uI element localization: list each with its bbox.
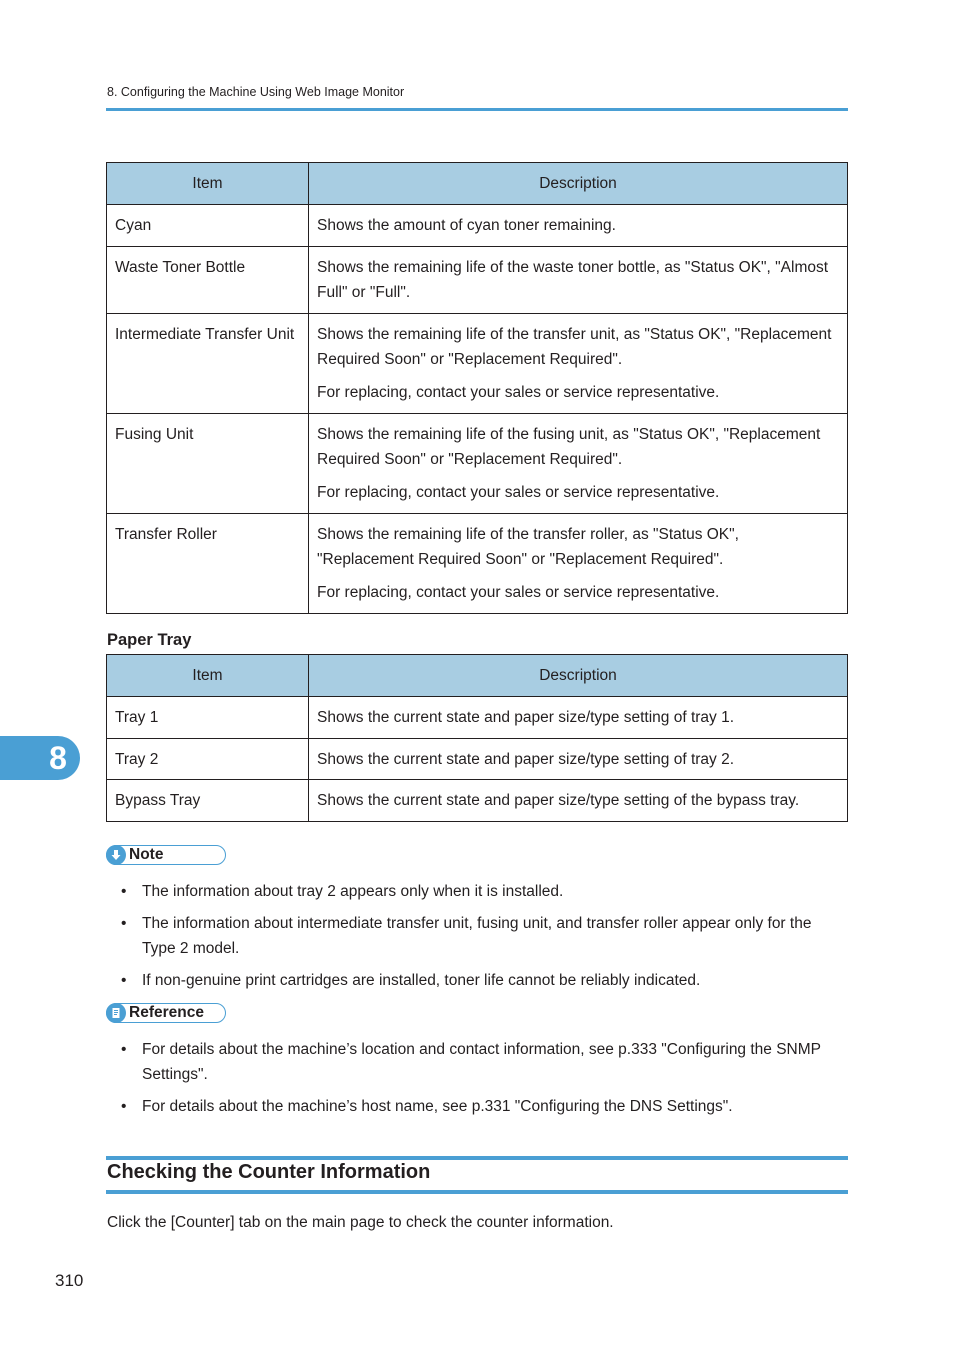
description-cell: Shows the current state and paper size/type setting of the bypass tray. — [309, 780, 848, 822]
description-text: Shows the remaining life of the transfer roller, as "Status OK", "Replacement Required Soon" or "Replacement Required". — [317, 526, 739, 568]
page-number: 310 — [55, 1271, 84, 1290]
description-cell — [309, 414, 848, 514]
note-list — [118, 879, 840, 1000]
description-cell: Shows the current state and paper size/type setting of tray 1. — [309, 697, 848, 739]
description-text: Shows the remaining life of the transfer unit, as "Status OK", "Replacement Required Soon" or "Replacement Required". — [317, 326, 832, 368]
down-arrow-icon — [106, 845, 126, 865]
column-header-item: Item — [107, 655, 309, 697]
note-callout — [106, 845, 226, 865]
item-cell: Waste Toner Bottle — [107, 247, 309, 314]
description-note: For replacing, contact your sales or service representative. — [317, 384, 720, 401]
header-rule — [106, 108, 848, 111]
table-header-row — [107, 655, 848, 697]
description-note: For replacing, contact your sales or service representative. — [317, 584, 720, 601]
item-cell: Tray 2 — [107, 739, 309, 780]
section-title: Checking the Counter Information — [107, 1161, 431, 1183]
description-text: Shows the amount of cyan toner remaining. — [317, 217, 616, 234]
description-text: Shows the remaining life of the fusing unit, as "Status OK", "Replacement Required Soon" or "Replacement Required". — [317, 426, 821, 468]
column-header-description: Description — [309, 655, 848, 697]
section-title-rule — [106, 1190, 848, 1194]
table-row — [107, 697, 848, 739]
table-row — [107, 739, 848, 780]
list-item: • If non-genuine print cartridges are installed, toner life cannot be reliably indicated. — [118, 968, 840, 993]
table-row — [107, 247, 848, 314]
note-label: Note — [129, 846, 164, 863]
table-row — [107, 314, 848, 414]
list-item: • The information about tray 2 appears only when it is installed. — [118, 879, 840, 904]
list-item: • The information about intermediate transfer unit, fusing unit, and transfer roller appear only for the Type 2 model. — [118, 911, 840, 961]
table-header-row — [107, 163, 848, 205]
item-cell: Cyan — [107, 205, 309, 247]
description-cell — [309, 205, 848, 247]
section-title-bar — [106, 1156, 848, 1160]
description-cell: Shows the current state and paper size/type setting of tray 2. — [309, 739, 848, 780]
consumables-table — [106, 162, 848, 614]
paper-tray-label: Paper Tray — [107, 631, 192, 649]
description-note: For replacing, contact your sales or service representative. — [317, 484, 720, 501]
item-cell: Tray 1 — [107, 697, 309, 739]
table-row — [107, 205, 848, 247]
paper-tray-table — [106, 654, 848, 822]
table-row — [107, 414, 848, 514]
item-cell: Bypass Tray — [107, 780, 309, 822]
running-header: 8. Configuring the Machine Using Web Image Monitor — [107, 85, 405, 99]
item-cell: Fusing Unit — [107, 414, 309, 514]
reference-label: Reference — [129, 1004, 204, 1021]
reference-list — [118, 1037, 840, 1126]
item-cell: Transfer Roller — [107, 514, 309, 614]
item-cell: Intermediate Transfer Unit — [107, 314, 309, 414]
table-row — [107, 514, 848, 614]
chapter-tab: 8 — [0, 736, 80, 780]
description-cell — [309, 247, 848, 314]
description-cell — [309, 314, 848, 414]
table-row — [107, 780, 848, 822]
description-text: Shows the remaining life of the waste toner bottle, as "Status OK", "Almost Full" or "Full". — [317, 259, 829, 301]
column-header-item: Item — [107, 163, 309, 205]
reference-callout — [106, 1003, 226, 1023]
document-icon — [106, 1003, 126, 1023]
description-cell — [309, 514, 848, 614]
section-body: Click the [Counter] tab on the main page to check the counter information. — [107, 1214, 614, 1231]
list-item: • For details about the machine’s location and contact information, see p.333 "Configuring the SNMP Settings". — [118, 1037, 840, 1087]
column-header-description: Description — [309, 163, 848, 205]
list-item: • For details about the machine’s host name, see p.331 "Configuring the DNS Settings". — [118, 1094, 840, 1119]
